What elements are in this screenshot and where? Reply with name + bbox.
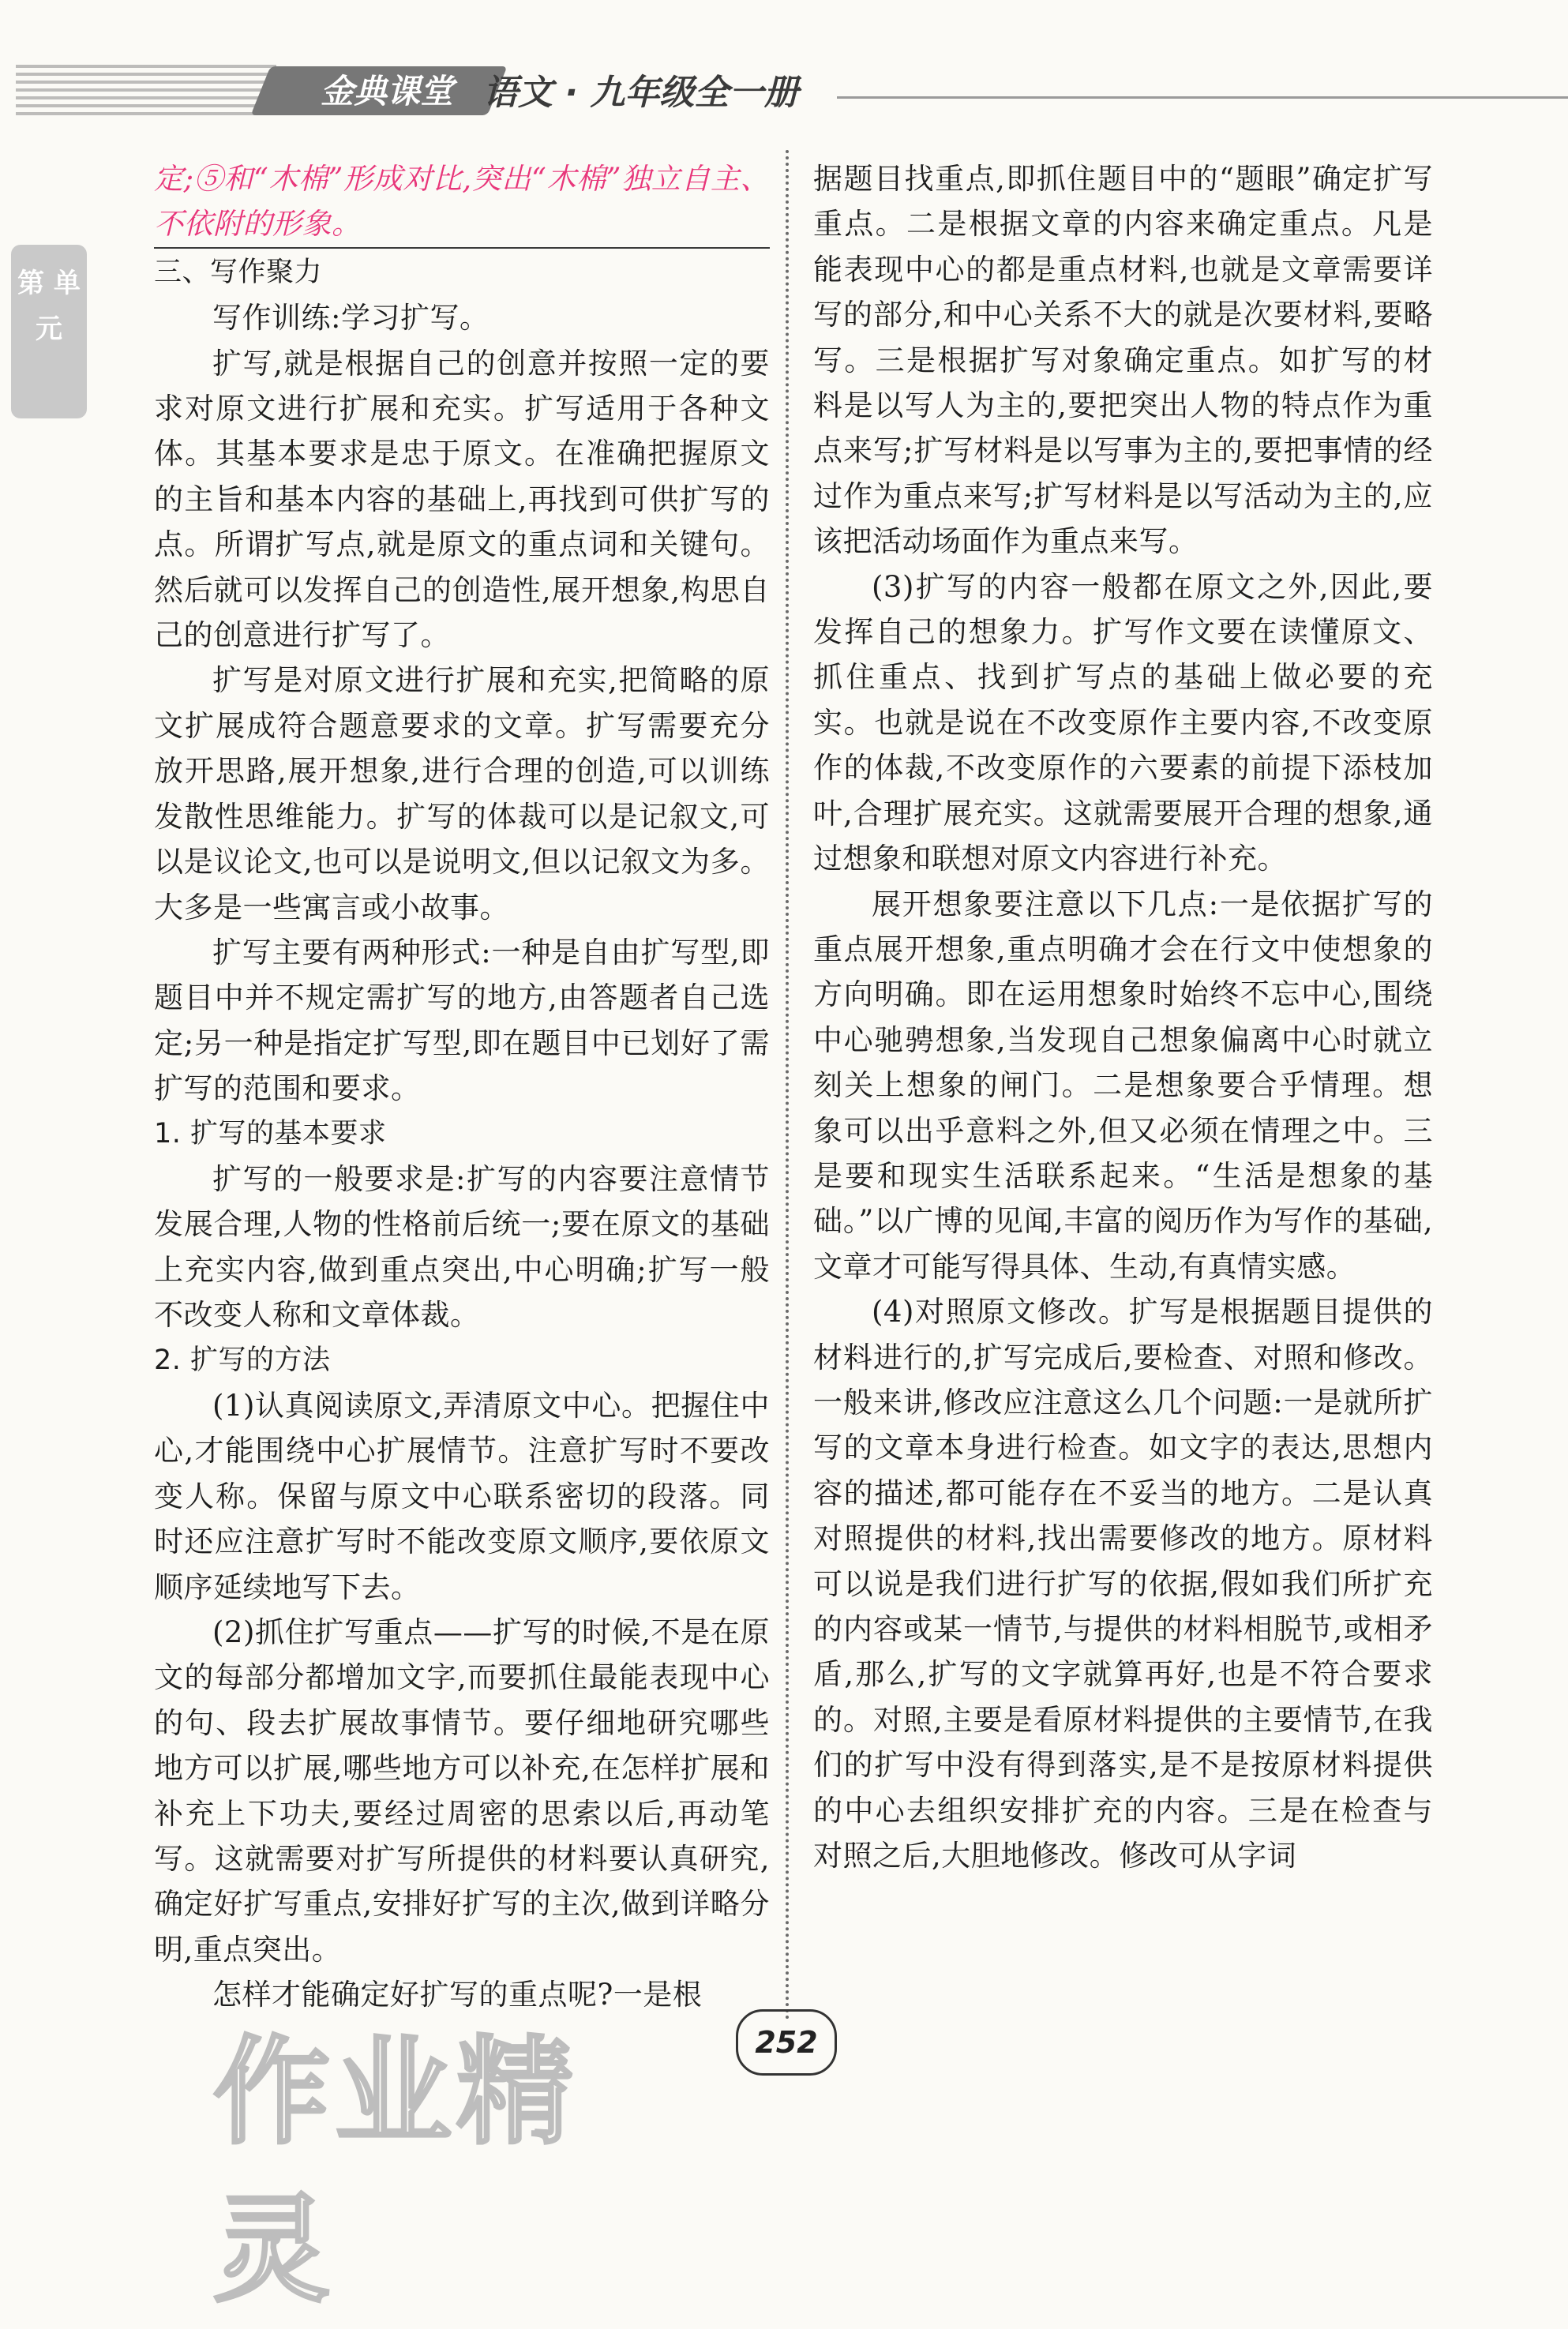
header-stripes	[16, 65, 276, 120]
subsection-heading: 1. 扩写的基本要求	[154, 1117, 387, 1149]
paragraph: 扩写主要有两种形式:一种是自由扩写型,即题目中并不规定需扩写的地方,由答题者自己选定;另一种是指定扩写型,即在题目中已划好了需扩写的范围和要求。	[154, 935, 770, 1106]
paragraph: (1)认真阅读原文,弄清原文中心。把握住中心,才能围绕中心扩展情节。注意扩写时不要改变人称。保留与原文中心联系密切的段落。同时还应注意扩写时不能改变原文顺序,要依原文顺序延续地写下去。	[154, 1388, 770, 1604]
answer-underline	[154, 247, 770, 249]
unit-side-tab-label: 第 单元	[17, 268, 81, 345]
paragraph: 据题目找重点,即抓住题目中的“题眼”确定扩写重点。二是根据文章的内容来确定重点。凡是能表现中心的都是重点材料,也就是文章需要详写的部分,和中心关系不大的就是次要材料,要略写。三是根据扩写对象确定重点。如扩写的材料是以写人为主的,要把突出人物的特点作为重点来写;扩写材料是以写事为主的,要把事情的经过作为重点来写;扩写材料是以写活动为主的,应该把活动场面作为重点来写。	[813, 162, 1433, 559]
subject-title: 语文 · 九年级全一册	[483, 73, 799, 113]
paragraph: (2)抓住扩写重点——扩写的时候,不是在原文的每部分都增加文字,而要抓住最能表现中心的句、段去扩展故事情节。要仔细地研究哪些地方可以扩展,哪些地方可以补充,在怎样扩展和补充上下功夫,要经过周密的思索以后,再动笔写。这就需要对扩写所提供的材料要认真研究,确定好扩写重点,安排好扩写的主次,做到详略分明,重点突出。	[154, 1615, 770, 1967]
brand-label: 金典课堂	[320, 72, 453, 111]
paragraph: 扩写是对原文进行扩展和充实,把简略的原文扩展成符合题意要求的文章。扩写需要充分放开思路,展开想象,进行合理的创造,可以训练发散性思维能力。扩写的体裁可以是记叙文,可以是议论文,也可以是说明文,但以记叙文为多。大多是一些寓言或小故事。	[154, 663, 770, 924]
paragraph: 怎样才能确定好扩写的重点呢?一是根	[212, 1978, 703, 2012]
paragraph: 扩写,就是根据自己的创意并按照一定的要求对原文进行扩展和充实。扩写适用于各种文体。其基本要求是忠于原文。在准确把握原文的主旨和基本内容的基础上,再找到可供扩写的点。所谓扩写点,就是原文的重点词和关键句。然后就可以发挥自己的创造性,展开想象,构思自己的创意进行扩写了。	[154, 346, 770, 653]
paragraph: 展开想象要注意以下几点:一是依据扩写的重点展开想象,重点明确才会在行文中使想象的方向明确。即在运用想象时始终不忘中心,围绕中心驰骋想象,当发现自己想象偏离中心时就立刻关上想象的闸门。二是想象要合乎情理。想象可以出乎意料之外,但又必须在情理之中。三是要和现实生活联系起来。“生活是想象的基础。”以广博的见闻,丰富的阅历作为写作的基础,文章才可能写得具体、生动,有真情实感。	[813, 887, 1433, 1284]
paragraph: 扩写的一般要求是:扩写的内容要注意情节发展合理,人物的性格前后统一;要在原文的基础上充实内容,做到重点突出,中心明确;扩写一般不改变人称和文章体裁。	[154, 1161, 770, 1333]
page-header	[0, 55, 1568, 134]
header-rule	[837, 96, 1568, 99]
watermark	[213, 2013, 655, 2318]
paragraph: (3)扩写的内容一般都在原文之外,因此,要发挥自己的想象力。扩写作文要在读懂原文、抓住重点、找到扩写点的基础上做必要的充实。也就是说在不改变原作主要内容,不改变原作的体裁,不改变原作的六要素的前提下添枝加叶,合理扩展充实。这就需要展开合理的想象,通过想象和联想对原文内容进行补充。	[813, 569, 1433, 876]
left-column	[154, 156, 770, 2018]
page-number: 252	[736, 2009, 837, 2076]
subsection-heading: 2. 扩写的方法	[154, 1344, 331, 1376]
section-title: 三、写作聚力	[154, 256, 323, 288]
paragraph: 写作训练:学习扩写。	[212, 301, 490, 336]
column-divider	[786, 150, 789, 2021]
paragraph: (4)对照原文修改。扩写是根据题目提供的材料进行的,扩写完成后,要检查、对照和修改。一般来讲,修改应注意这么几个问题:一是就所扩写的文章本身进行检查。如文字的表达,思想内容的描述,都可能存在不妥当的地方。二是认真对照提供的材料,找出需要修改的地方。原材料可以说是我们进行扩写的依据,假如我们所扩充的内容或某一情节,与提供的材料相脱节,或相矛盾,那么,扩写的文字就算再好,也是不符合要求的。对照,主要是看原材料提供的主要情节,在我们的扩写中没有得到落实,是不是按原材料提供的中心去组织安排扩充的内容。三是在检查与对照之后,大胆地修改。修改可从字词	[813, 1295, 1433, 1873]
watermark-text: 作业精灵	[213, 2024, 578, 2318]
answer-text: 定;⑤和“木棉”形成对比,突出“木棉”独立自主、不依附的形象。	[154, 162, 770, 242]
right-column	[813, 156, 1433, 1878]
